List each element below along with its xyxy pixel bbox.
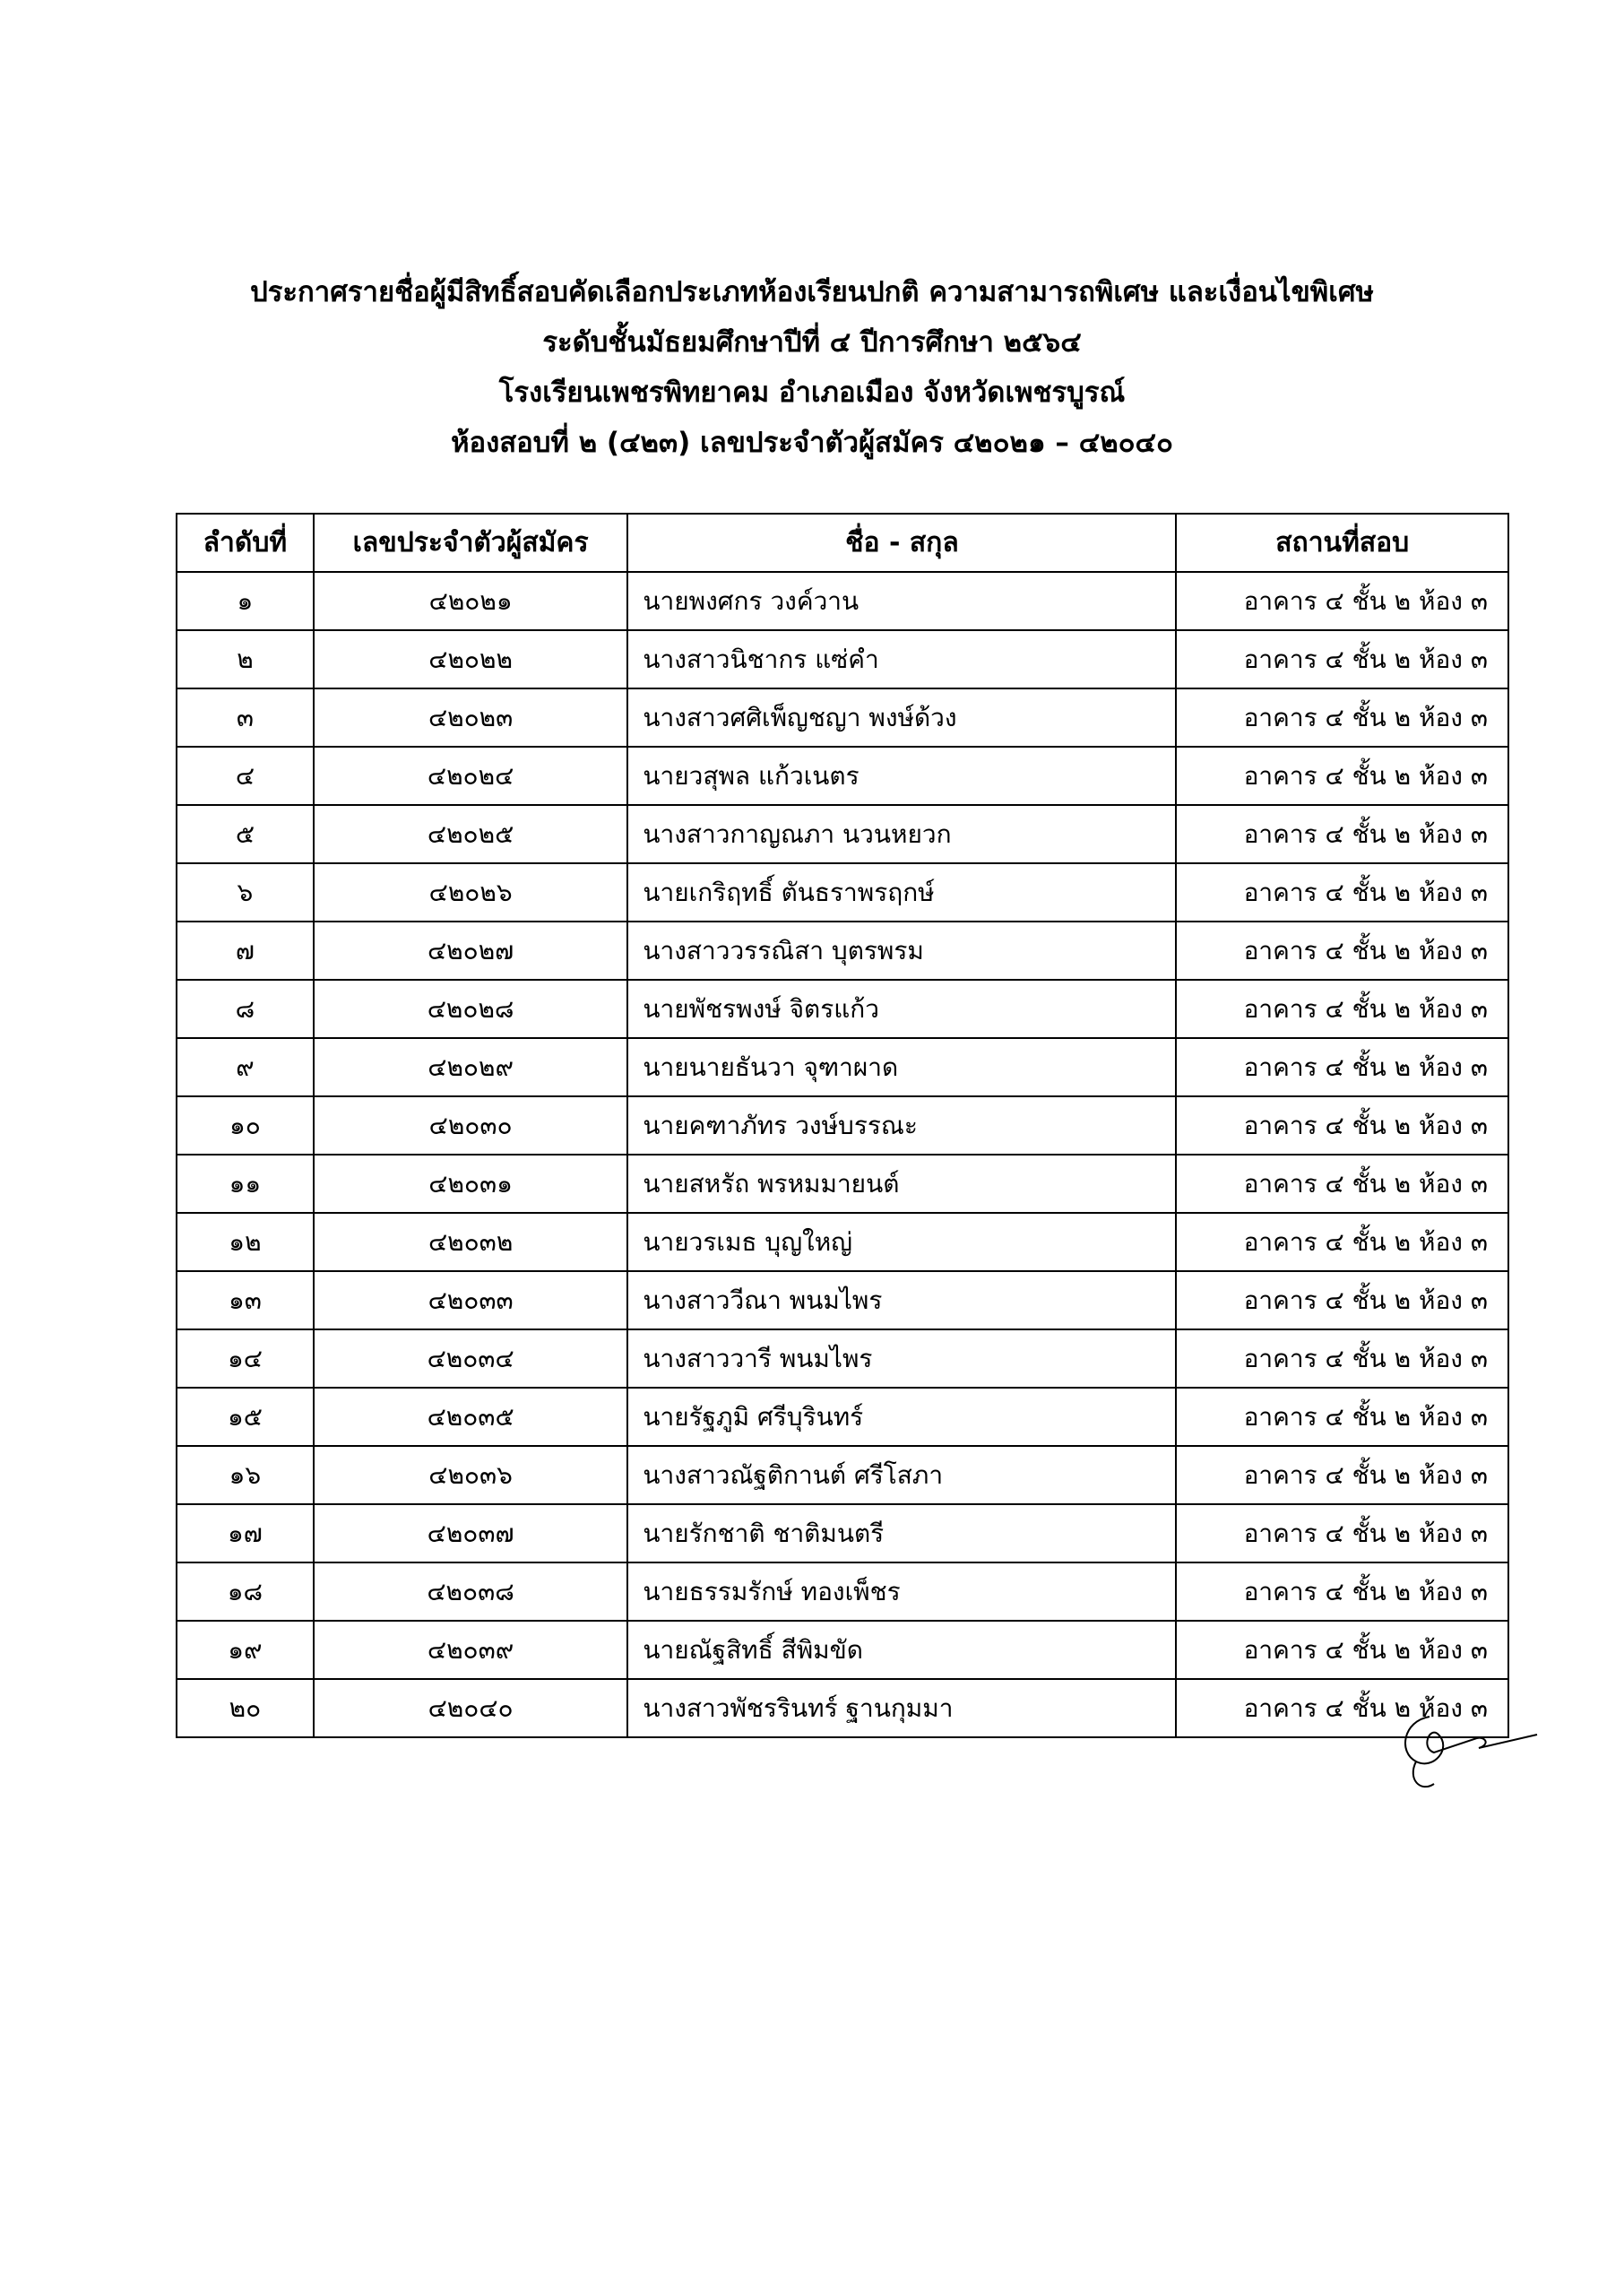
cell-name: นายคฑาภัทร วงษ์บรรณะ	[627, 1096, 1176, 1155]
cell-exam-location: อาคาร ๔ ชั้น ๒ ห้อง ๓	[1176, 863, 1508, 922]
document-title	[0, 267, 1624, 468]
table-row	[177, 1446, 1508, 1504]
table-row	[177, 1038, 1508, 1096]
cell-applicant-id: ๔๒๐๓๑	[314, 1155, 628, 1213]
cell-order: ๙	[177, 1038, 314, 1096]
cell-applicant-id: ๔๒๐๓๔	[314, 1329, 628, 1388]
table-row	[177, 922, 1508, 980]
table-row	[177, 1621, 1508, 1679]
cell-order: ๑๔	[177, 1329, 314, 1388]
cell-name: นายพัชรพงษ์ จิตรแก้ว	[627, 980, 1176, 1038]
table-row	[177, 863, 1508, 922]
cell-exam-location: อาคาร ๔ ชั้น ๒ ห้อง ๓	[1176, 805, 1508, 863]
title-line: ระดับชั้นมัธยมศึกษาปีที่ ๔ ปีการศึกษา ๒๕๖๔	[542, 326, 1082, 359]
cell-applicant-id: ๔๒๐๓๕	[314, 1388, 628, 1446]
cell-applicant-id: ๔๒๐๒๕	[314, 805, 628, 863]
cell-name: นางสาววีณา พนมไพร	[627, 1271, 1176, 1329]
cell-order: ๑๐	[177, 1096, 314, 1155]
table-row	[177, 805, 1508, 863]
cell-exam-location: อาคาร ๔ ชั้น ๒ ห้อง ๓	[1176, 1271, 1508, 1329]
cell-exam-location: อาคาร ๔ ชั้น ๒ ห้อง ๓	[1176, 630, 1508, 688]
cell-exam-location: อาคาร ๔ ชั้น ๒ ห้อง ๓	[1176, 1562, 1508, 1621]
cell-name: นางสาววารี พนมไพร	[627, 1329, 1176, 1388]
cell-exam-location: อาคาร ๔ ชั้น ๒ ห้อง ๓	[1176, 1679, 1508, 1737]
cell-applicant-id: ๔๒๐๒๖	[314, 863, 628, 922]
cell-exam-location: อาคาร ๔ ชั้น ๒ ห้อง ๓	[1176, 1096, 1508, 1155]
cell-order: ๑๕	[177, 1388, 314, 1446]
cell-applicant-id: ๔๒๐๒๑	[314, 572, 628, 630]
cell-exam-location: อาคาร ๔ ชั้น ๒ ห้อง ๓	[1176, 1504, 1508, 1562]
cell-applicant-id: ๔๒๐๒๗	[314, 922, 628, 980]
table-row	[177, 980, 1508, 1038]
header-applicant-id: เลขประจำตัวผู้สมัคร	[314, 514, 628, 572]
signature	[1367, 1699, 1546, 1797]
cell-order: ๑๖	[177, 1446, 314, 1504]
title-line: ประกาศรายชื่อผู้มีสิทธิ์สอบคัดเลือกประเภทห้องเรียนปกติ ความสามารถพิเศษ และเงื่อนไขพิเศษ	[250, 276, 1374, 308]
cell-applicant-id: ๔๒๐๔๐	[314, 1679, 628, 1737]
cell-name: นายรักชาติ ชาติมนตรี	[627, 1504, 1176, 1562]
header-exam-location: สถานที่สอบ	[1176, 514, 1508, 572]
cell-exam-location: อาคาร ๔ ชั้น ๒ ห้อง ๓	[1176, 747, 1508, 805]
cell-exam-location: อาคาร ๔ ชั้น ๒ ห้อง ๓	[1176, 1621, 1508, 1679]
cell-applicant-id: ๔๒๐๒๘	[314, 980, 628, 1038]
cell-order: ๘	[177, 980, 314, 1038]
table-row	[177, 1096, 1508, 1155]
table-row	[177, 688, 1508, 747]
table-row	[177, 1213, 1508, 1271]
cell-exam-location: อาคาร ๔ ชั้น ๒ ห้อง ๓	[1176, 1155, 1508, 1213]
cell-name: นายสหรัถ พรหมมายนต์	[627, 1155, 1176, 1213]
cell-exam-location: อาคาร ๔ ชั้น ๒ ห้อง ๓	[1176, 1213, 1508, 1271]
cell-order: ๑๗	[177, 1504, 314, 1562]
cell-name: นางสาวกาญณภา นวนหยวก	[627, 805, 1176, 863]
table-row	[177, 1562, 1508, 1621]
cell-name: นางสาวศศิเพ็ญชญา พงษ์ด้วง	[627, 688, 1176, 747]
header-order: ลำดับที่	[177, 514, 314, 572]
header-name: ชื่อ - สกุล	[627, 514, 1176, 572]
cell-name: นายวสุพล แก้วเนตร	[627, 747, 1176, 805]
cell-order: ๑	[177, 572, 314, 630]
cell-exam-location: อาคาร ๔ ชั้น ๒ ห้อง ๓	[1176, 688, 1508, 747]
cell-applicant-id: ๔๒๐๓๐	[314, 1096, 628, 1155]
cell-applicant-id: ๔๒๐๒๔	[314, 747, 628, 805]
cell-exam-location: อาคาร ๔ ชั้น ๒ ห้อง ๓	[1176, 980, 1508, 1038]
cell-exam-location: อาคาร ๔ ชั้น ๒ ห้อง ๓	[1176, 922, 1508, 980]
cell-order: ๖	[177, 863, 314, 922]
cell-name: นายธรรมรักษ์ ทองเพ็ชร	[627, 1562, 1176, 1621]
cell-order: ๑๒	[177, 1213, 314, 1271]
cell-name: นายณัฐสิทธิ์ สีพิมขัด	[627, 1621, 1176, 1679]
cell-name: นางสาววรรณิสา บุตรพรม	[627, 922, 1176, 980]
cell-order: ๒	[177, 630, 314, 688]
cell-applicant-id: ๔๒๐๓๗	[314, 1504, 628, 1562]
table-row	[177, 572, 1508, 630]
cell-order: ๑๘	[177, 1562, 314, 1621]
cell-order: ๕	[177, 805, 314, 863]
table-row	[177, 1504, 1508, 1562]
cell-name: นางสาวพัชรรินทร์ ฐานกุมมา	[627, 1679, 1176, 1737]
cell-order: ๔	[177, 747, 314, 805]
title-line: โรงเรียนเพชรพิทยาคม อำเภอเมือง จังหวัดเพชรบูรณ์	[498, 377, 1126, 409]
title-line: ห้องสอบที่ ๒ (๔๒๓) เลขประจำตัวผู้สมัคร ๔๒๐๒๑ – ๔๒๐๔๐	[451, 427, 1173, 459]
cell-exam-location: อาคาร ๔ ชั้น ๒ ห้อง ๓	[1176, 1446, 1508, 1504]
table-row	[177, 1271, 1508, 1329]
table-row	[177, 1155, 1508, 1213]
cell-exam-location: อาคาร ๔ ชั้น ๒ ห้อง ๓	[1176, 1388, 1508, 1446]
cell-name: นางสาวณัฐติกานต์ ศรีโสภา	[627, 1446, 1176, 1504]
cell-applicant-id: ๔๒๐๓๒	[314, 1213, 628, 1271]
candidate-table	[176, 513, 1509, 1738]
cell-applicant-id: ๔๒๐๓๖	[314, 1446, 628, 1504]
cell-order: ๑๓	[177, 1271, 314, 1329]
cell-exam-location: อาคาร ๔ ชั้น ๒ ห้อง ๓	[1176, 572, 1508, 630]
cell-applicant-id: ๔๒๐๓๙	[314, 1621, 628, 1679]
cell-name: นายรัฐภูมิ ศรีบุรินทร์	[627, 1388, 1176, 1446]
cell-name: นายเกริฤทธิ์ ตันธราพรฤกษ์	[627, 863, 1176, 922]
cell-applicant-id: ๔๒๐๒๙	[314, 1038, 628, 1096]
cell-exam-location: อาคาร ๔ ชั้น ๒ ห้อง ๓	[1176, 1038, 1508, 1096]
table-row	[177, 1329, 1508, 1388]
cell-order: ๑๑	[177, 1155, 314, 1213]
cell-applicant-id: ๔๒๐๒๒	[314, 630, 628, 688]
cell-name: นางสาวนิชากร แซ่คำ	[627, 630, 1176, 688]
cell-exam-location: อาคาร ๔ ชั้น ๒ ห้อง ๓	[1176, 1329, 1508, 1388]
cell-applicant-id: ๔๒๐๓๘	[314, 1562, 628, 1621]
table-row	[177, 1388, 1508, 1446]
cell-order: ๑๙	[177, 1621, 314, 1679]
cell-applicant-id: ๔๒๐๓๓	[314, 1271, 628, 1329]
table-header-row	[177, 514, 1508, 572]
cell-order: ๒๐	[177, 1679, 314, 1737]
cell-order: ๓	[177, 688, 314, 747]
cell-name: นายวรเมธ บุญใหญ่	[627, 1213, 1176, 1271]
table-row	[177, 747, 1508, 805]
cell-applicant-id: ๔๒๐๒๓	[314, 688, 628, 747]
table-row	[177, 1679, 1508, 1737]
table-row	[177, 630, 1508, 688]
cell-name: นายนายธันวา จุฑาผาด	[627, 1038, 1176, 1096]
cell-order: ๗	[177, 922, 314, 980]
cell-name: นายพงศกร วงค์วาน	[627, 572, 1176, 630]
